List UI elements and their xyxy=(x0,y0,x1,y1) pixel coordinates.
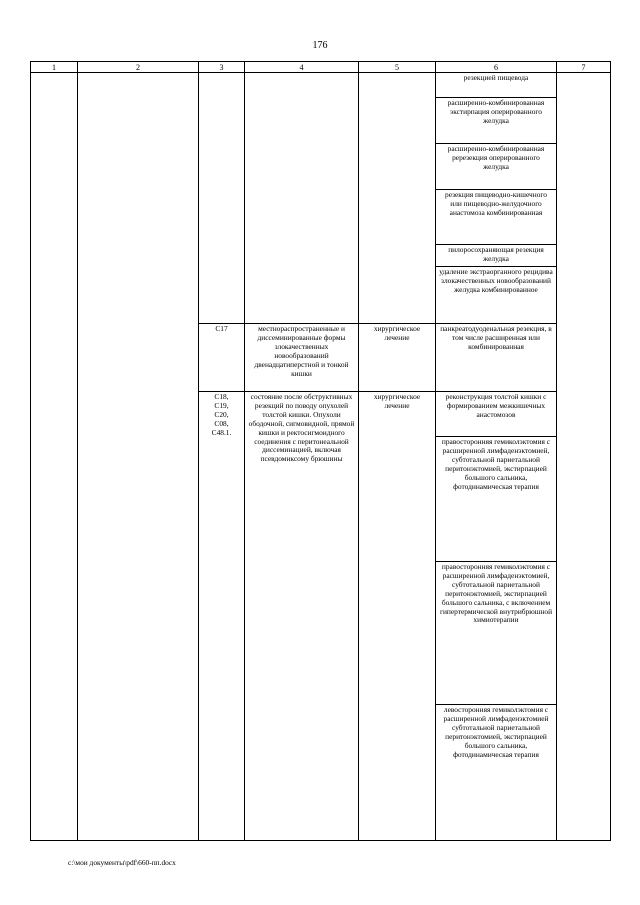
treatment-type-cell xyxy=(359,73,436,324)
treatment-method-cell: удаление экстраорганного рецидива злокачественных новообразований желудка комбинированное xyxy=(436,267,557,324)
diagnosis-code: C48.1. xyxy=(211,427,232,437)
col2-cell xyxy=(78,73,199,841)
column-header-1: 1 xyxy=(31,62,78,73)
treatment-method-cell: резекцией пищевода xyxy=(436,73,557,98)
treatment-method-cell: левосторонняя гемиколэктомия с расширенной лимфаденэктомией субтотальной париетальной перитонэктомией, экстирпацией большого сальника, фотодинамическая терапия xyxy=(436,705,557,841)
treatment-method-cell: пилоросохраняющая резекция желудка xyxy=(436,245,557,267)
treatment-type-cell: хирургическое лечение xyxy=(359,324,436,392)
column-header-2: 2 xyxy=(78,62,199,73)
col7-cell xyxy=(557,73,611,841)
treatment-method-cell: панкреатодуоденальная резекция, в том числе расширенная или комбинированная xyxy=(436,324,557,392)
code-cell xyxy=(199,392,245,841)
column-header-4: 4 xyxy=(245,62,359,73)
file-path-footer: c:\мои документы\pdf\660-пп.docx xyxy=(68,858,176,867)
treatment-type-cell: хирургическое лечение xyxy=(359,392,436,841)
column-header-row xyxy=(31,62,611,73)
treatment-method-cell: резекция пищеводно-кишечного или пищеводно-желудочного анастомоза комбинированная xyxy=(436,190,557,245)
treatment-method-cell: расширенно-комбинированная ререзекция оперированного желудка xyxy=(436,144,557,190)
code-cell xyxy=(199,73,245,324)
treatment-method-cell: реконструкция толстой кишки с формированием межкишечных анастомозов xyxy=(436,392,557,437)
diagnosis-code: C19, xyxy=(214,400,229,410)
condition-cell: местнораспространенные и диссеминированные формы злокачественных новообразований двенадцатиперстной и тонкой кишки xyxy=(245,324,359,392)
treatment-method-cell: правосторонняя гемиколэктомия с расширенной лимфаденэктомией, субтотальной париетальной перитонэктомией, экстирпацией большого сальника, фотодинамическая терапия xyxy=(436,437,557,562)
diagnosis-code: C18, xyxy=(214,392,229,401)
condition-cell: состояние после обструктивных резекций по поводу опухолей толстой кишки. Опухоли ободочной, сигмовидной, прямой кишки и ректосигмоидного соединения с перитонеальной диссеминацией, включая псевдомиксому брюшины xyxy=(245,392,359,841)
condition-cell xyxy=(245,73,359,324)
code-cell: C17 xyxy=(199,324,245,392)
col1-cell xyxy=(31,73,78,841)
column-header-7: 7 xyxy=(557,62,611,73)
column-header-5: 5 xyxy=(359,62,436,73)
medical-care-table xyxy=(30,61,611,841)
page-number: 176 xyxy=(312,40,328,51)
treatment-method-cell: правосторонняя гемиколэктомия с расширенной лимфаденэктомией, субтотальной париетальной перитонэктомией, экстирпацией большого сальника, с включением гипертермической внутрибрюшной химиотерапии xyxy=(436,562,557,705)
diagnosis-code: C20, xyxy=(214,409,229,419)
column-header-3: 3 xyxy=(199,62,245,73)
column-header-6: 6 xyxy=(436,62,557,73)
treatment-method-cell: расширенно-комбинированная экстирпация оперированного желудка xyxy=(436,98,557,144)
diagnosis-code: C08, xyxy=(214,418,229,428)
table-row xyxy=(31,73,611,98)
